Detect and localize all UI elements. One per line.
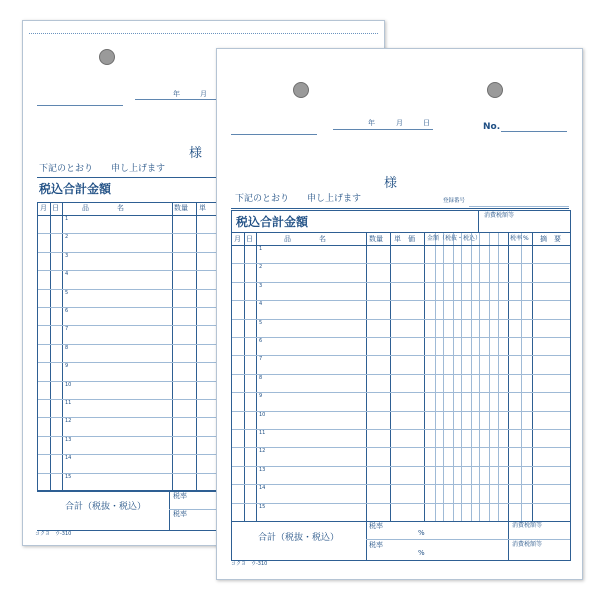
col-tax-rate: 税率 [510, 235, 523, 242]
footer-total-label: 合計（税抜・税込） [65, 502, 147, 512]
table-row [232, 319, 570, 320]
row-number: 5 [65, 289, 69, 296]
total-title: 税込合計金額 [236, 215, 309, 229]
col-unit: 単 [199, 204, 206, 212]
footer-percent-1: % [418, 529, 425, 537]
intro-text: 下記のとおり 申し上げます [39, 164, 166, 174]
front-sheet [216, 48, 583, 580]
item-table [231, 232, 571, 522]
total-title: 税込合計金額 [39, 182, 112, 196]
row-number: 1 [65, 216, 69, 222]
col-month: 月 [234, 235, 241, 243]
row-number: 15 [259, 503, 266, 510]
col-remarks: 摘 要 [540, 235, 561, 243]
col-qty: 数量 [174, 204, 188, 212]
row-number: 7 [65, 326, 69, 333]
footer-percent-2: % [418, 549, 425, 557]
binding-hole-left [293, 82, 309, 98]
footer-tax-rate-2: 税率 [173, 510, 187, 518]
table-row [232, 466, 570, 467]
registration-label: 登録番号 [443, 198, 466, 204]
maker-code: コクヨ ウ-310 [231, 561, 268, 567]
row-number: 11 [65, 400, 72, 406]
intro-text: 下記のとおり 申し上げます [235, 194, 362, 204]
col-month: 月 [40, 204, 47, 212]
year-label: 年 [368, 119, 375, 127]
row-number: 10 [259, 411, 266, 418]
table-row [232, 447, 570, 448]
col-item: 品 名 [82, 204, 124, 212]
table-row [232, 374, 570, 375]
footer-consumption-tax-2: 消費税額等 [512, 541, 543, 548]
row-number: 2 [259, 264, 263, 271]
row-number: 8 [259, 374, 263, 381]
month-label: 月 [396, 119, 403, 127]
col-qty: 数量 [369, 235, 383, 243]
no-label: No. [483, 122, 501, 132]
footer-tax-rate-2: 税率 [369, 541, 383, 549]
table-row [232, 337, 570, 338]
month-label: 月 [200, 90, 207, 98]
row-number: 14 [259, 485, 266, 492]
col-unit: 単 価 [394, 235, 415, 243]
col-amount: 金額（税抜・税込） [427, 235, 482, 242]
row-number: 12 [259, 448, 266, 455]
row-number: 13 [65, 436, 72, 443]
row-number: 14 [65, 455, 72, 462]
footer-box [231, 520, 571, 561]
row-number: 12 [65, 418, 72, 425]
year-label: 年 [173, 90, 180, 98]
addressee-line [231, 134, 317, 135]
row-number: 4 [65, 271, 69, 278]
number-line [501, 131, 567, 132]
row-number: 3 [259, 282, 263, 289]
footer-total-label: 合計（税抜・税込） [258, 533, 340, 543]
table-row [232, 263, 570, 264]
consumption-tax-label: 消費税額等 [484, 212, 515, 219]
row-number: 8 [65, 344, 69, 351]
row-number: 4 [259, 301, 263, 308]
row-number: 9 [65, 363, 69, 370]
registration-line [469, 206, 569, 207]
sama-label: 様 [384, 176, 398, 191]
row-number: 1 [259, 246, 263, 252]
row-number: 7 [259, 356, 263, 363]
maker-code: コクヨ ウ-310 [35, 531, 72, 537]
table-row [232, 429, 570, 430]
row-number: 13 [259, 466, 266, 473]
day-label: 日 [423, 119, 430, 127]
table-row [232, 503, 570, 504]
total-box [231, 210, 571, 233]
col-percent: % [523, 235, 529, 242]
row-number: 9 [259, 393, 263, 400]
row-number: 11 [259, 430, 266, 436]
table-row [232, 411, 570, 412]
row-number: 3 [65, 252, 69, 259]
date-line [333, 129, 433, 130]
table-row [232, 300, 570, 301]
sama-label: 様 [189, 146, 203, 161]
date-line [135, 99, 221, 100]
footer-tax-rate-1: 税率 [369, 522, 383, 530]
header-rule [232, 245, 570, 246]
row-number: 6 [65, 308, 69, 314]
perforation-line [29, 33, 378, 34]
row-number: 10 [65, 381, 72, 388]
row-number: 6 [259, 338, 263, 344]
col-item: 品 名 [284, 235, 326, 243]
row-number: 5 [259, 319, 263, 326]
footer-tax-rate-1: 税率 [173, 492, 187, 500]
table-row [232, 282, 570, 283]
footer-consumption-tax-1: 消費税額等 [512, 522, 543, 529]
col-day: 日 [52, 204, 59, 212]
binding-hole-right [487, 82, 503, 98]
row-number: 2 [65, 234, 69, 241]
table-row [232, 392, 570, 393]
addressee-line [37, 105, 123, 106]
table-row [232, 484, 570, 485]
intro-rule [231, 208, 569, 209]
row-number: 15 [65, 473, 72, 480]
table-row [232, 355, 570, 356]
col-day: 日 [246, 235, 253, 243]
binding-hole [99, 49, 115, 65]
